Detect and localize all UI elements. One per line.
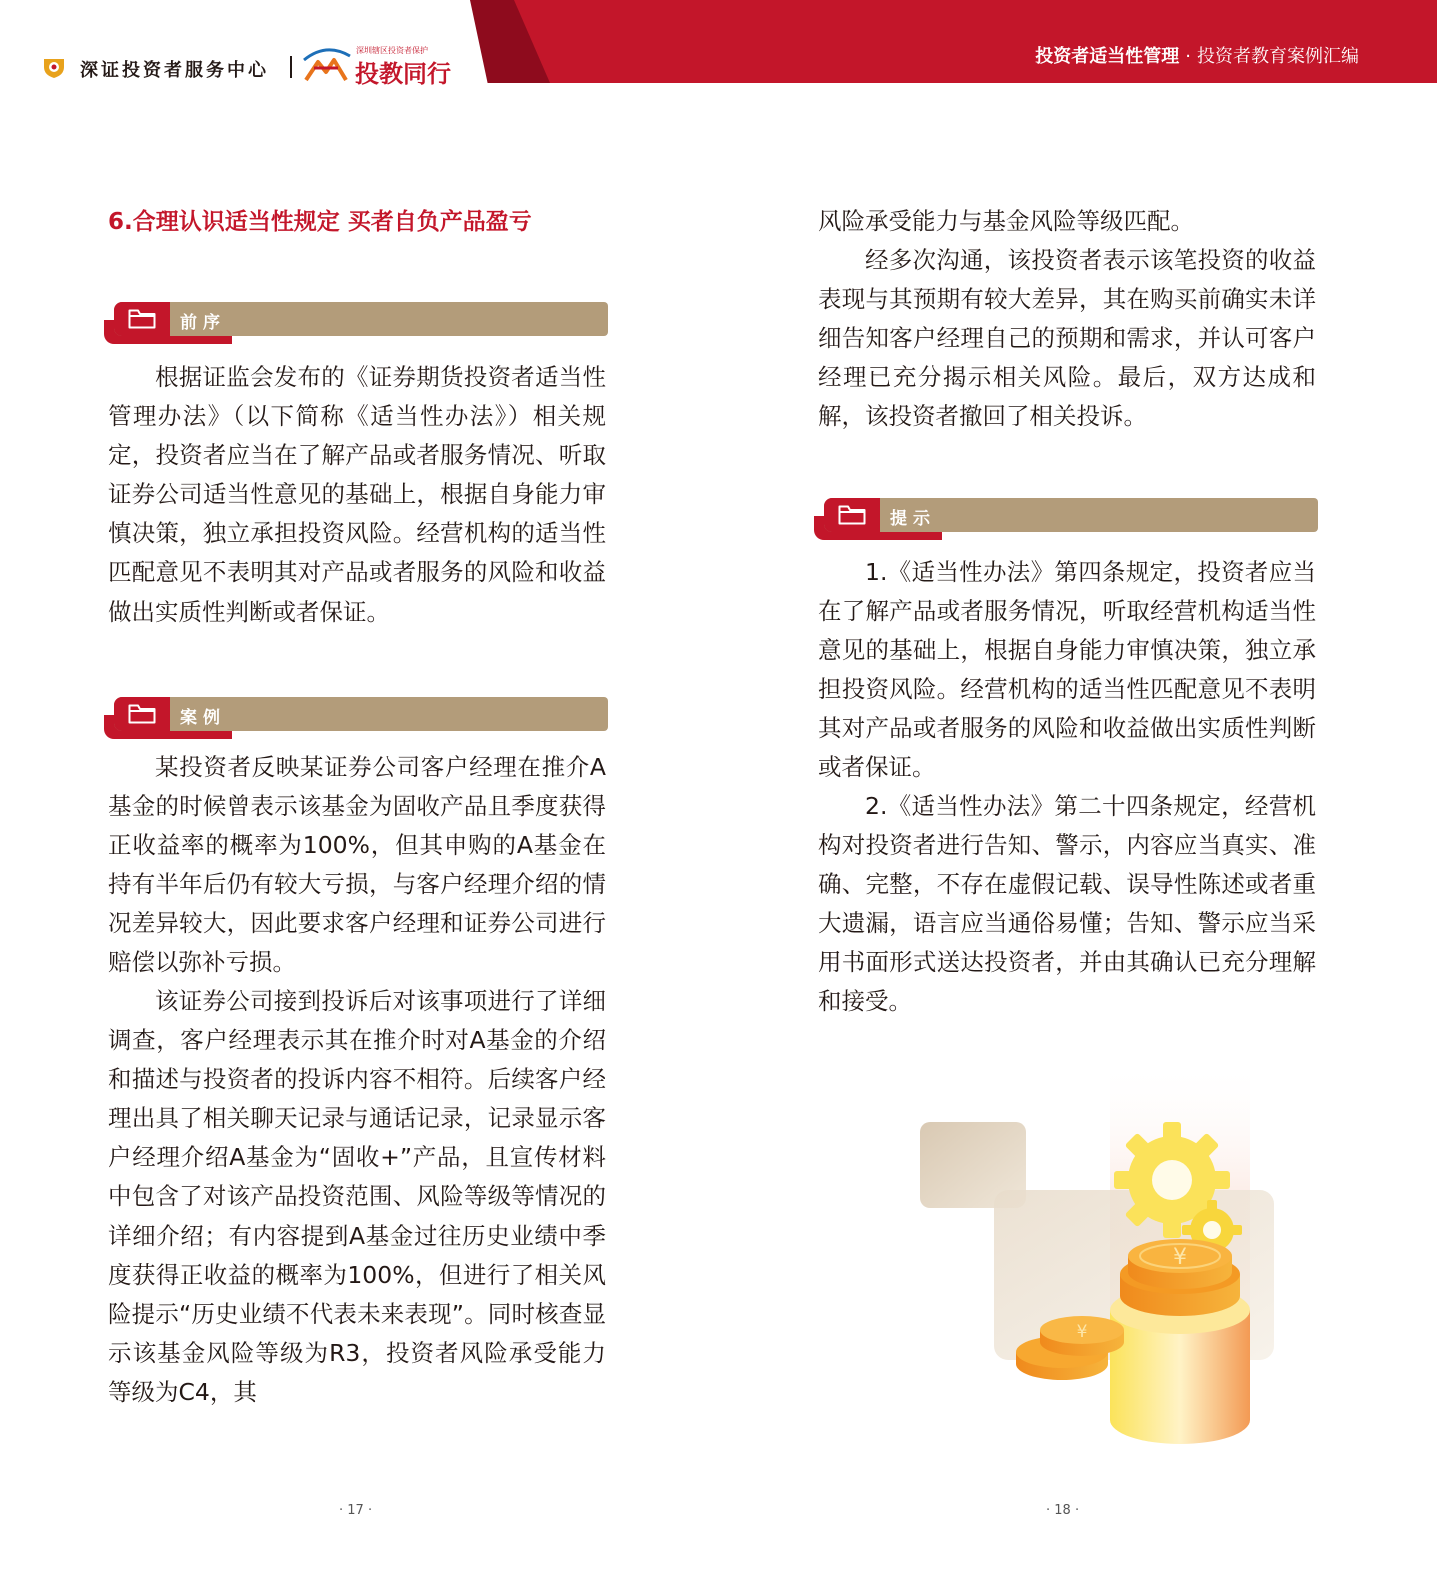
- section-label-preface: 前序: [180, 313, 226, 333]
- case-paragraph-3: 经多次沟通，该投资者表示该笔投资的收益表现与其预期有较大差异，其在购买前确实未详细告知客户经理自己的预期和需求，并认可客户经理已充分揭示相关风险。最后，双方达成和解，该投资者撤回了相关投诉。: [818, 246, 1316, 431]
- tips-paragraph-2: 2.《适当性办法》第二十四条规定，经营机构对投资者进行告知、警示，内容应当真实、准确、完整，不存在虚假记载、误导性陈述或者重大遗漏，语言应当通俗易懂；告知、警示应当采用书面形式送达投资者，并由其确认已充分理解和接受。: [818, 792, 1316, 1016]
- case-paragraph-1: 某投资者反映某证券公司客户经理在推介A基金的时候曾表示该基金为固收产品且季度获得正收益率的概率为100%，但其申购的A基金在持有半年后仍有较大亏损，与客户经理介绍的情况差异较大，因此要求客户经理和证券公司进行赔偿以弥补亏损。: [108, 753, 606, 977]
- coins-gears-illustration: [910, 1060, 1310, 1460]
- yen-symbol: ¥: [1076, 1322, 1088, 1342]
- section-icon-box: [824, 498, 880, 532]
- section-header-preface: [104, 302, 608, 344]
- section-icon-box: [114, 302, 170, 336]
- folder-icon: [128, 309, 156, 329]
- tips-paragraph-1: 1.《适当性办法》第四条规定，投资者应当在了解产品或者服务情况，听取经营机构适当性意见的基础上，根据自身能力审慎决策，独立承担投资风险。经营机构的适当性匹配意见不表明其对产品或者服务的风险和收益做出实质性判断或者保证。: [818, 558, 1316, 782]
- org-name: 深证投资者服务中心: [80, 60, 269, 81]
- series-title: [1035, 42, 1359, 68]
- folder-icon: [838, 505, 866, 525]
- section-icon-box: [114, 697, 170, 731]
- series-title-separator: ·: [1185, 46, 1191, 67]
- brand-name: 投教同行: [355, 60, 451, 88]
- section-header-tips: [814, 498, 1318, 540]
- series-title-bold: 投资者适当性管理: [1035, 46, 1180, 67]
- section-label-case: 案例: [180, 708, 226, 728]
- section-label-tips: 提示: [890, 509, 936, 529]
- preface-paragraph: 根据证监会发布的《证券期货投资者适当性管理办法》（以下简称《适当性办法》）相关规定，投资者应当在了解产品或者服务情况、听取证券公司适当性意见的基础上，根据自身能力审慎决策，独立承担投资风险。经营机构的适当性匹配意见不表明其对产品或者服务的风险和收益做出实质性判断或者保证。: [108, 363, 606, 626]
- szse-logo-icon: [42, 55, 66, 79]
- yen-symbol: ¥: [1173, 1245, 1187, 1270]
- page-number-right: · 18 ·: [1046, 1503, 1080, 1518]
- case-paragraph-2: 该证券公司接到投诉后对该事项进行了详细调查，客户经理表示其在推介时对A基金的介绍和描述与投资者的投诉内容不相符。后续客户经理出具了相关聊天记录与通话记录，记录显示客户经理介绍A基金为“固收+”产品，且宣传材料中包含了对该产品投资范围、风险等级等情况的详细介绍；有内容提到A基金过往历史业绩中季度获得正收益的概率为100%，但进行了相关风险提示“历史业绩不代表未来表现”。同时核查显示该基金风险等级为R3，投资者风险承受能力等级为C4，其: [108, 987, 606, 1406]
- case-title: 6.合理认识适当性规定 买者自负产品盈亏: [108, 209, 532, 235]
- case-paragraph-2-continued: 风险承受能力与基金风险等级匹配。: [818, 207, 1194, 235]
- folder-icon: [128, 704, 156, 724]
- section-header-case: [104, 697, 608, 739]
- logo-divider: [290, 56, 292, 78]
- touyi-logo-icon: [300, 46, 352, 82]
- brand-tagline: 深圳辖区投资者保护: [356, 46, 428, 55]
- series-title-rest: 投资者教育案例汇编: [1197, 46, 1359, 67]
- page-number-left: · 17 ·: [339, 1503, 373, 1518]
